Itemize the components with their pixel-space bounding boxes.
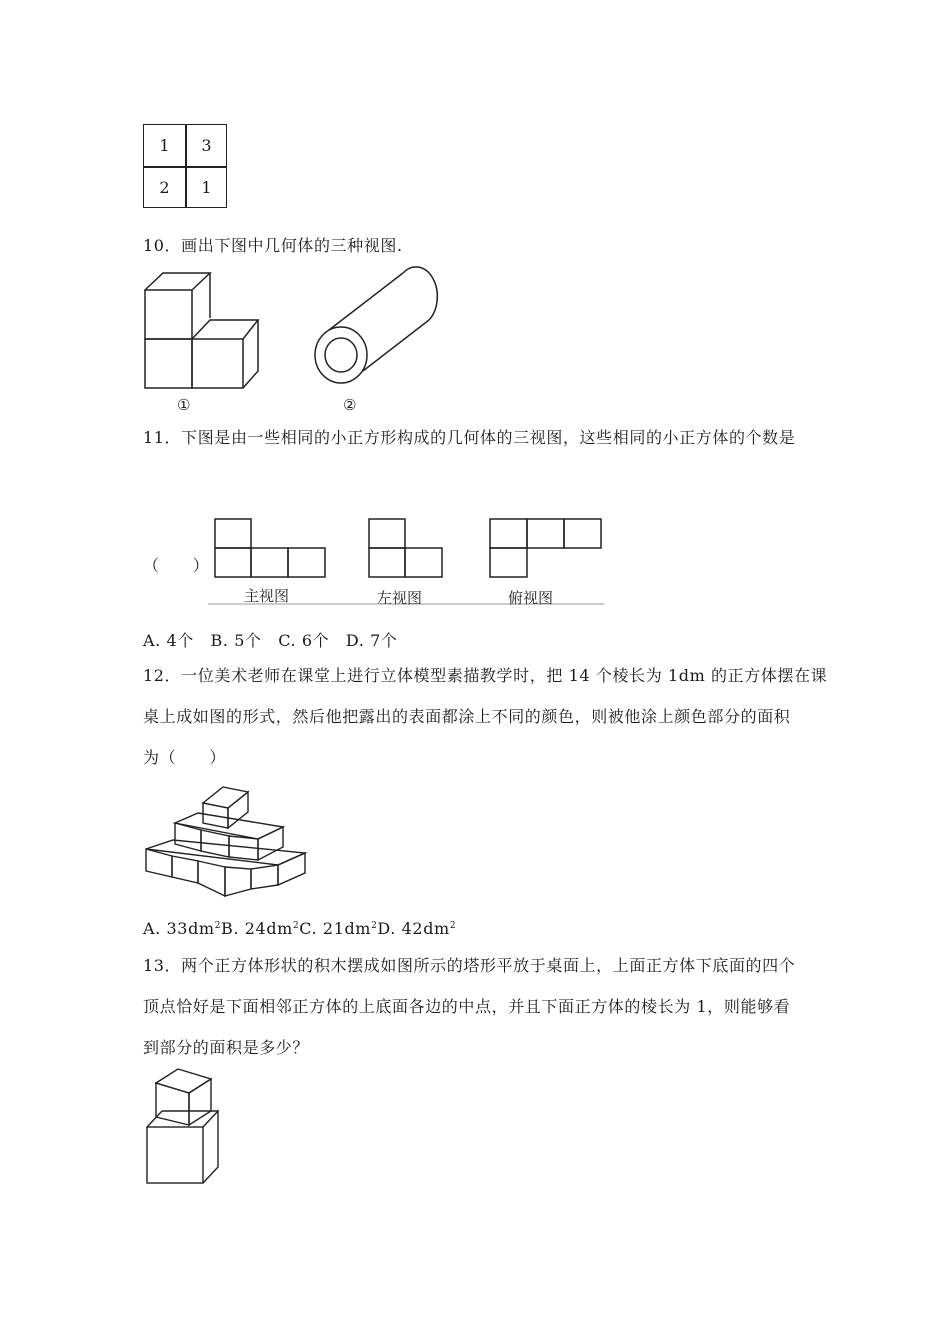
grid-cell: 2 <box>159 178 170 197</box>
q12-pyramid-figure <box>143 783 308 900</box>
q10-figure-2-pipe <box>308 268 438 393</box>
question-13-line-1: 13．两个正方体形状的积木摆成如图所示的塔形平放于桌面上，上面正方体下底面的四个 <box>143 956 796 975</box>
option-b-superscript: 2 <box>292 921 300 931</box>
question-12-options <box>143 915 456 940</box>
left-view-label: 左视图 <box>377 589 423 607</box>
front-view-label: 主视图 <box>244 587 290 605</box>
question-10-text: 10．画出下图中几何体的三种视图. <box>143 236 403 255</box>
option-a-superscript: 2 <box>214 921 222 931</box>
grid-cell: 1 <box>201 178 212 197</box>
top-view-label: 俯视图 <box>508 589 554 607</box>
option-b: B. 24dm <box>221 919 293 938</box>
grid-cell: 3 <box>201 136 212 155</box>
option-c: C. 21dm <box>299 919 372 938</box>
option-c-superscript: 2 <box>371 921 378 931</box>
q10-figure-1-blocks <box>140 268 270 393</box>
question-11-answer-blank: （ ） <box>143 556 210 575</box>
option-a: A. 33dm <box>143 919 215 938</box>
grid-cell: 1 <box>159 136 170 155</box>
figure-2-label: ② <box>343 396 357 414</box>
question-12-line-1: 12．一位美术老师在课堂上进行立体模型素描教学时，把 14 个棱长为 1dm 的正方体摆在课 <box>143 666 828 685</box>
question-13-line-3: 到部分的面积是多少？ <box>143 1038 310 1057</box>
option-d-superscript: 2 <box>449 921 457 931</box>
question-12-line-3: 为（ ） <box>143 748 227 767</box>
figure-1-label: ① <box>177 396 191 414</box>
question-13-line-2: 顶点恰好是下面相邻正方体的上底面各边的中点，并且下面正方体的棱长为 1，则能够看 <box>143 997 791 1016</box>
q13-tower-figure <box>143 1065 228 1187</box>
question-11-options: A. 4个 B. 5个 C. 6个 D. 7个 <box>143 631 398 650</box>
option-d: D. 42dm <box>377 919 450 938</box>
count-grid <box>143 124 227 208</box>
question-11-text: 11．下图是由一些相同的小正方形构成的几何体的三视图，这些相同的小正方体的个数是 <box>143 428 796 447</box>
question-12-line-2: 桌上成如图的形式，然后他把露出的表面都涂上不同的颜色，则被他涂上颜色部分的面积 <box>143 707 791 726</box>
